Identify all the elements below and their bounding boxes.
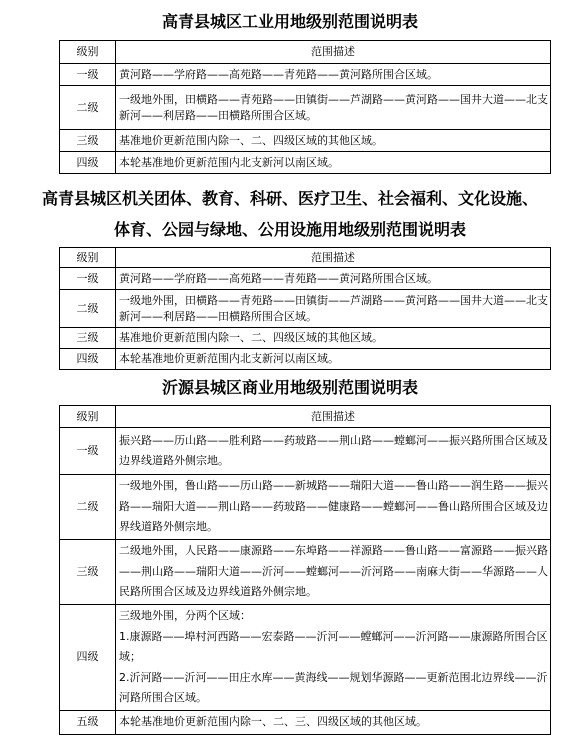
desc-cell: [116, 475, 551, 540]
header-level: 级别: [60, 41, 116, 64]
doc2-title-line2: 体育、公园与绿地、公用设施用地级别范围说明表: [113, 220, 466, 239]
table-row: [60, 268, 551, 290]
level-cell: 二级: [60, 475, 116, 540]
desc-line: 一级地外围，鲁山路——历山路——新城路——瑞阳大道——鲁山路——润生路——振兴路——瑞阳大道——荆山路——药玻路——健康路——螳螂河——鲁山路所围合区域及边界线道路外侧宗地。: [119, 479, 548, 534]
level-cell: 一级: [60, 268, 116, 290]
table-header-row: [60, 406, 551, 428]
table-row: [60, 540, 551, 605]
desc-cell: [116, 605, 551, 711]
table-row: [60, 130, 551, 152]
desc-cell: 黄河路——学府路——高苑路——青苑路——黄河路所围合区域。: [116, 64, 551, 86]
header-level: 级别: [60, 406, 116, 428]
header-desc: 范围描述: [116, 406, 551, 428]
table-row: [60, 475, 551, 540]
desc-cell: 一级地外围，田横路——青苑路——田镇街——芦湖路——黄河路——国井大道——北支新河——利居路——田横路所围合区域。: [116, 290, 551, 328]
doc3-title: 沂源县城区商业用地级别范围说明表: [161, 378, 418, 397]
level-cell: 一级: [60, 428, 116, 475]
header-desc: 范围描述: [116, 248, 551, 268]
table-row: [60, 349, 551, 370]
desc-cell: 本轮基准地价更新范围内北支新河以南区域。: [116, 152, 551, 174]
level-cell: 二级: [60, 86, 116, 130]
table-row: [60, 711, 551, 735]
doc2-title-line1: 高青县城区机关团体、教育、科研、医疗卫生、社会福利、文化设施、: [41, 189, 538, 208]
level-cell: 三级: [60, 328, 116, 349]
table-row: [60, 290, 551, 328]
table-row: [60, 86, 551, 130]
table-row: [60, 605, 551, 711]
header-level: 级别: [60, 248, 116, 268]
table-row: [60, 64, 551, 86]
desc-cell: 黄河路——学府路——高苑路——青苑路——黄河路所围合区域。: [116, 268, 551, 290]
desc-cell: [116, 540, 551, 605]
level-cell: 四级: [60, 349, 116, 370]
table-header-row: [60, 248, 551, 268]
level-cell: 二级: [60, 290, 116, 328]
desc-cell: 本轮基准地价更新范围内北支新河以南区域。: [116, 349, 551, 370]
header-desc: 范围描述: [116, 41, 551, 64]
desc-line: 1.康源路——埠村河西路——宏泰路——沂河——螳螂河——沂河路——康源路所围合区域；: [119, 629, 548, 664]
desc-line: 振兴路——历山路——胜利路——药玻路——荆山路——螳螂河——振兴路所围合区域及边界线道路外侧宗地。: [119, 433, 548, 467]
doc3-table: [59, 405, 551, 735]
table-row: [60, 328, 551, 349]
desc-line: 二级地外围，人民路——康源路——东埠路——祥源路——鲁山路——富源路——振兴路——荆山路——瑞阳大道——沂河——螳螂河——沂河路——南麻大街——华源路——人民路所围合区域及边界线道路外侧宗地。: [119, 544, 548, 599]
table-header-row: [60, 41, 551, 64]
level-cell: 四级: [60, 152, 116, 174]
doc2-table: [59, 247, 551, 370]
level-cell: 三级: [60, 540, 116, 605]
desc-line: 三级地外围，分两个区域：: [119, 609, 251, 623]
desc-line: 本轮基准地价更新范围内除一、二、三、四级区域的其他区域。: [119, 715, 427, 729]
doc1-title: 高青县城区工业用地级别范围说明表: [161, 12, 418, 31]
desc-cell: [116, 428, 551, 475]
doc1-table: [59, 40, 551, 174]
level-cell: 五级: [60, 711, 116, 735]
desc-cell: 基准地价更新范围内除一、二、四级区域的其他区域。: [116, 130, 551, 152]
desc-cell: 基准地价更新范围内除一、二、四级区域的其他区域。: [116, 328, 551, 349]
level-cell: 三级: [60, 130, 116, 152]
table-row: [60, 152, 551, 174]
desc-cell: 一级地外围，田横路——青苑路——田镇街——芦湖路——黄河路——国井大道——北支新河——利居路——田横路所围合区域。: [116, 86, 551, 130]
desc-line: 2.沂河路——沂河——田庄水库——黄海线——规划华源路——更新范围北边界线——沂河路所围合区域。: [119, 670, 548, 705]
level-cell: 四级: [60, 605, 116, 711]
level-cell: 一级: [60, 64, 116, 86]
desc-cell: [116, 711, 551, 735]
table-row: [60, 428, 551, 475]
